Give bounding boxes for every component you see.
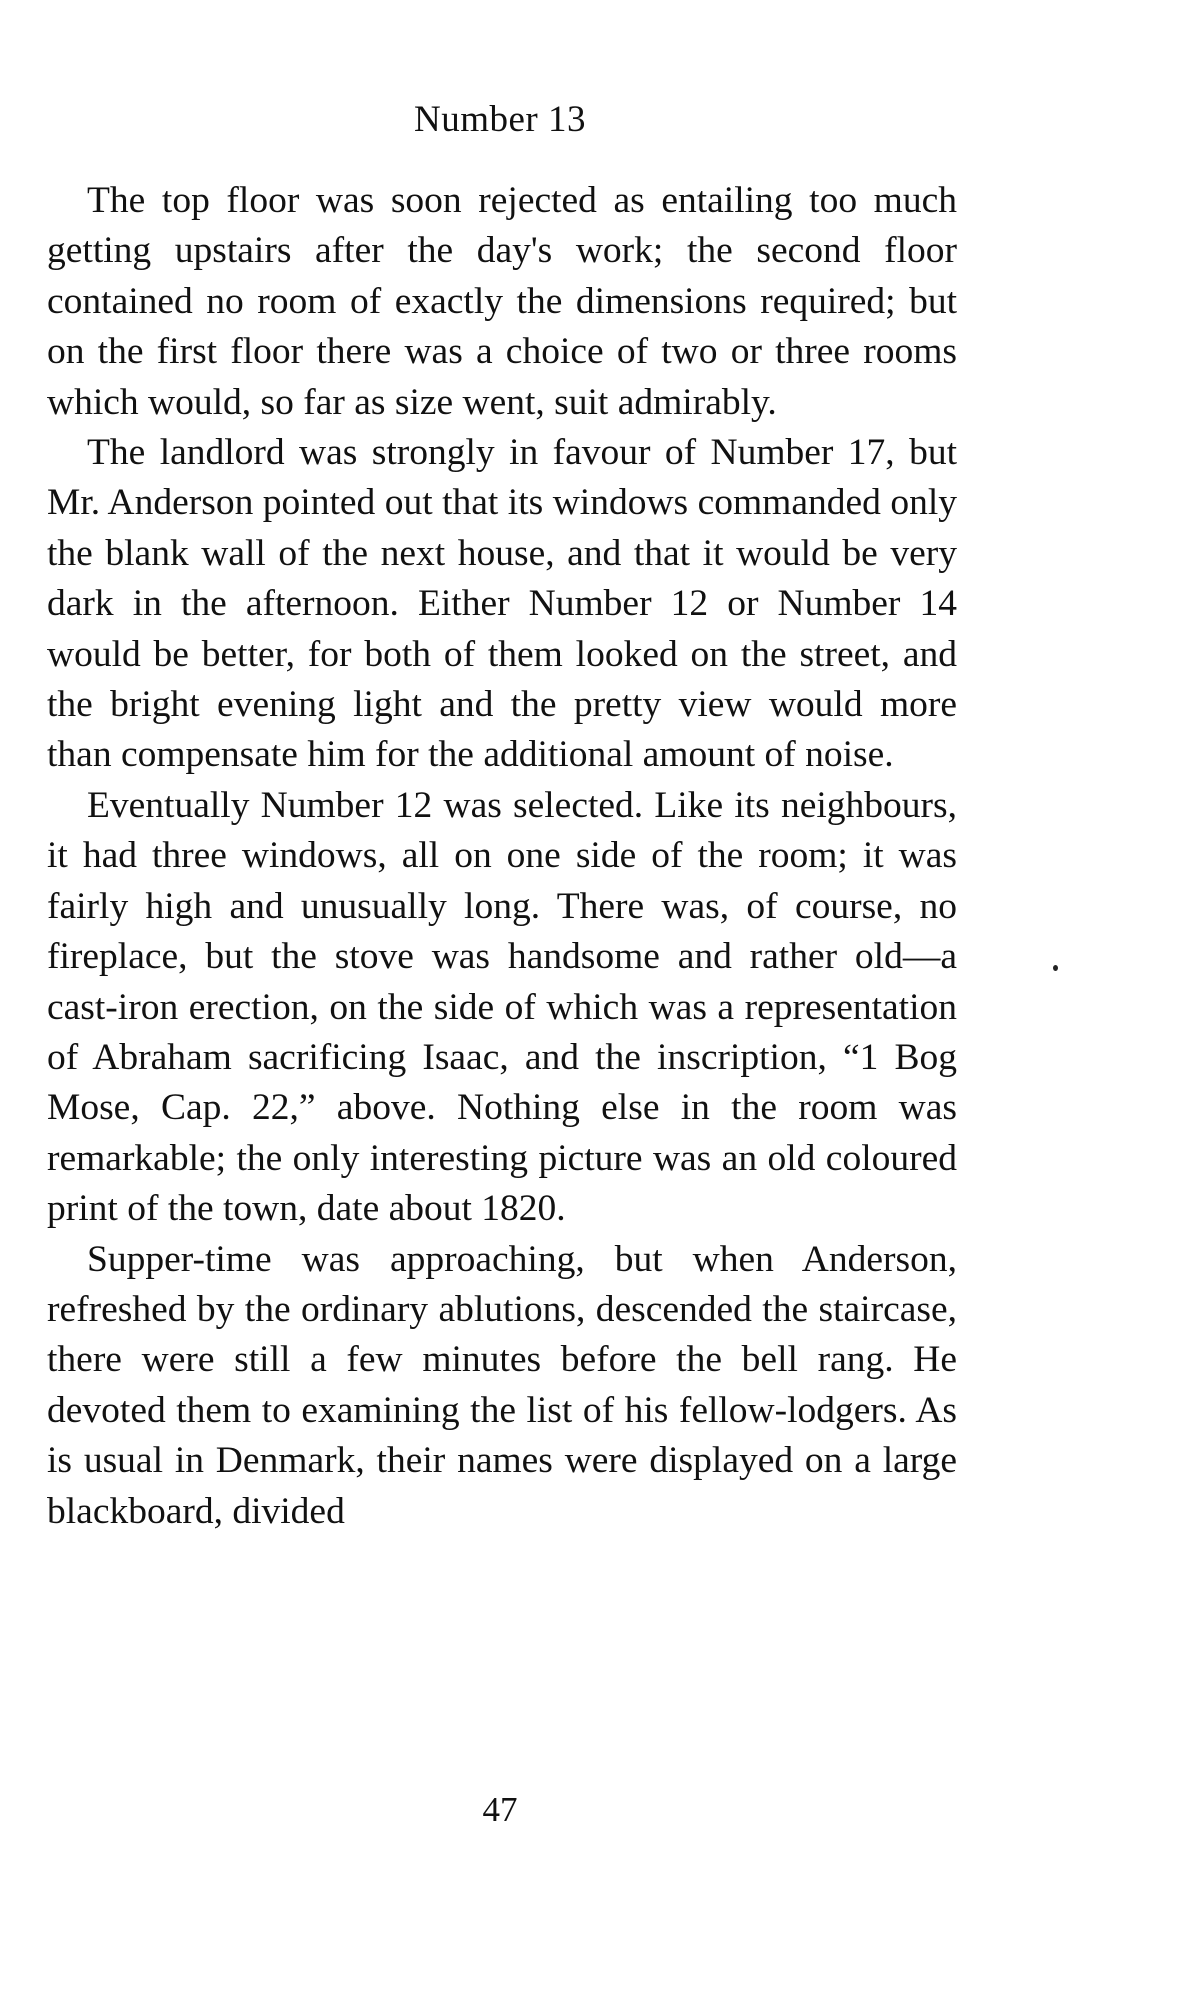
body-text xyxy=(47,176,957,1537)
paragraph: Supper-time was approaching, but when Anderson, refreshed by the ordinary ablutions, descended the staircase, there were still a few minutes before the bell rang. He devoted them to examining the list of his fellow-lodgers. As is usual in Denmark, their names were displayed on a large blackboard, divided xyxy=(47,1238,957,1532)
running-head-title: Number 13 xyxy=(414,99,586,140)
paragraph: The top floor was soon rejected as entailing too much getting upstairs after the day's work; the second floor contained no room of exactly the dimensions required; but on the first floor there was a choice of two or three rooms which would, so far as size went, suit admirably. xyxy=(47,180,957,423)
page-number: 47 xyxy=(482,1790,518,1829)
print-speck xyxy=(1053,965,1058,971)
paragraph: Eventually Number 12 was selected. Like its neighbours, it had three windows, all on one side of the room; it was fairly high and unusually long. There was, of course, no fireplace, but the stove was handsome and rather old—a cast-iron erection, on the side of which was a representation of Abraham sacrificing Isaac, and the inscription, “1 Bog Mose, Cap. 22,” above. Nothing else in the room was remarkable; the only interesting picture was an old coloured print of the town, date about 1820. xyxy=(47,784,957,1230)
paragraph: The landlord was strongly in favour of Number 17, but Mr. Anderson pointed out that its windows commanded only the blank wall of the next house, and that it would be very dark in the afternoon. Either Number 12 or Number 14 would be better, for both of them looked on the street, and the bright evening light and the pretty view would more than compensate him for the additional amount of noise. xyxy=(47,432,957,776)
